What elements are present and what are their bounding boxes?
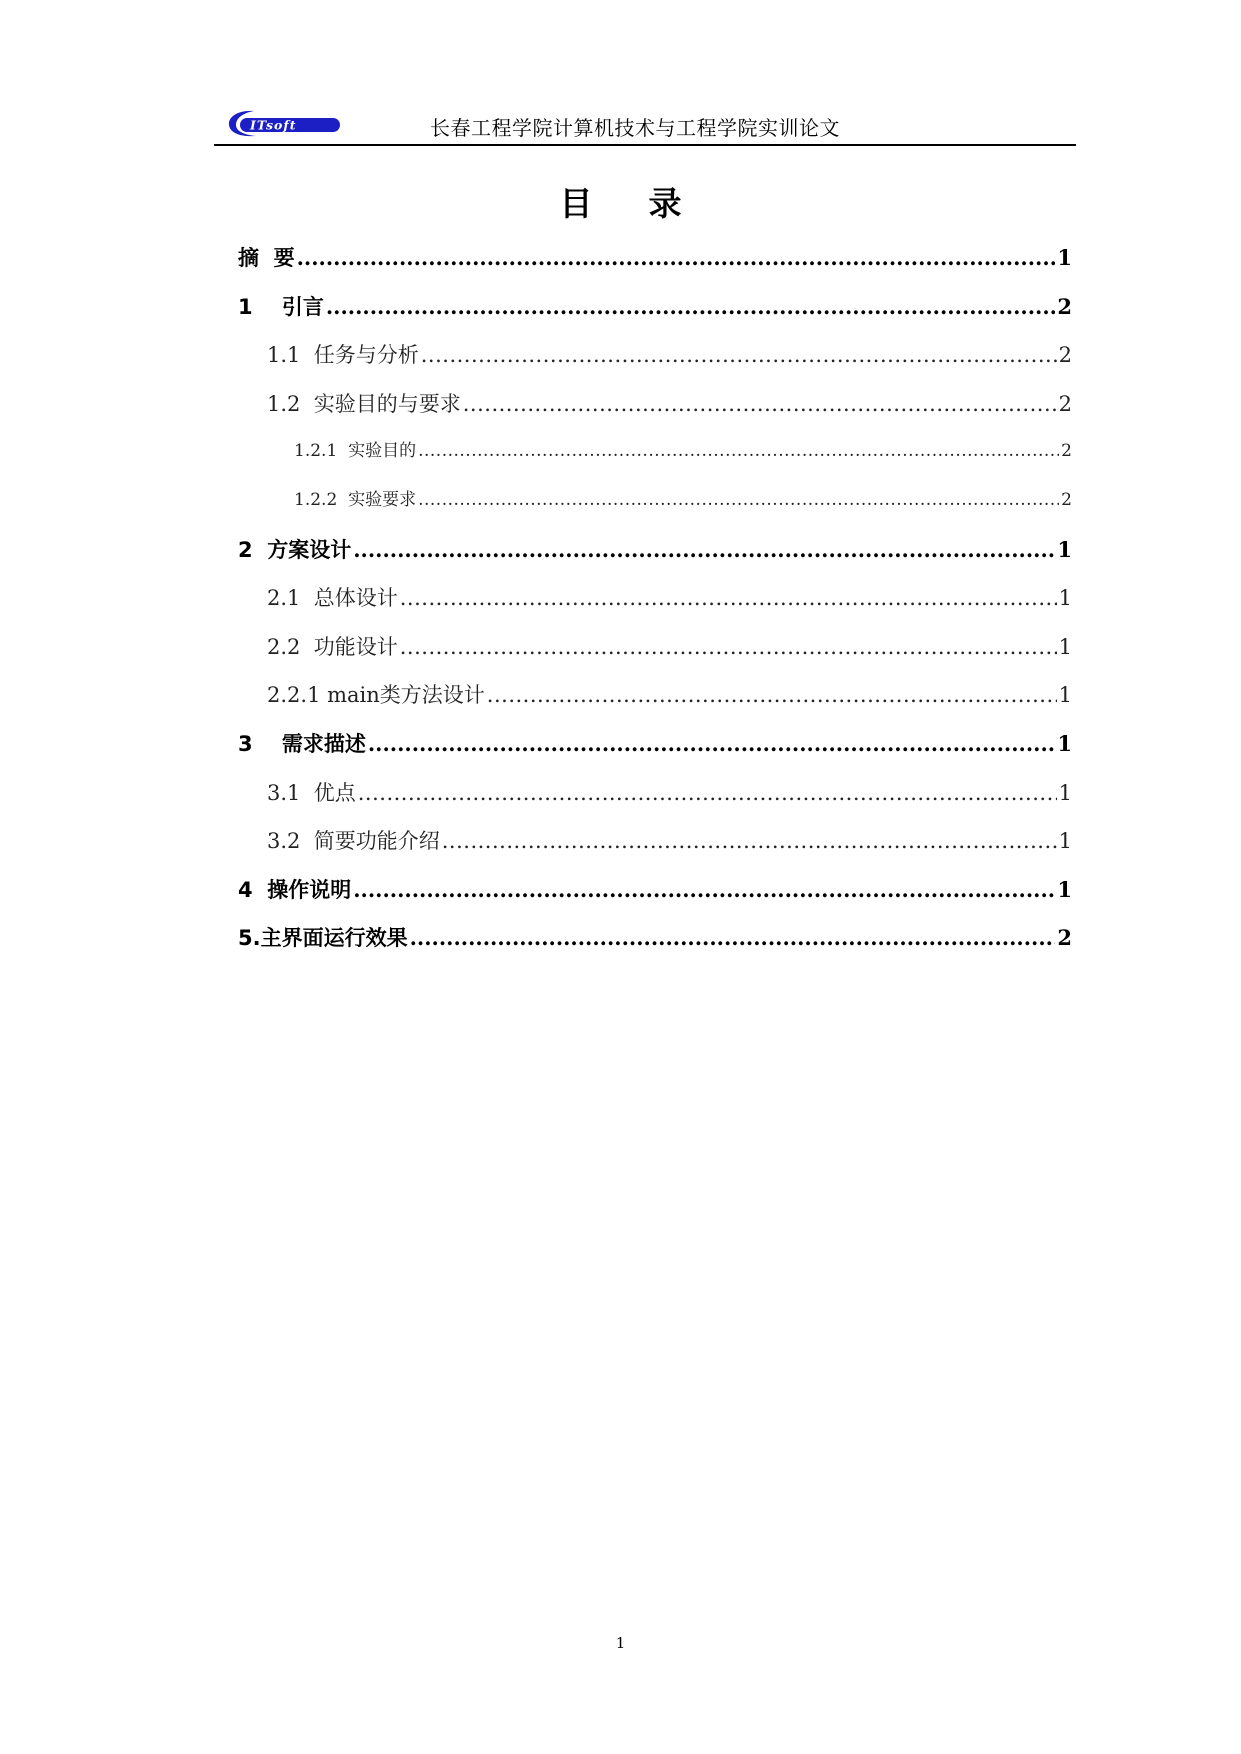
toc-entry-page: 1 <box>1058 683 1072 708</box>
toc-dot-leader <box>400 586 1057 610</box>
page-number: 1 <box>615 1634 626 1652</box>
toc-entry[interactable] <box>238 534 1072 583</box>
toc-entry[interactable] <box>238 388 1072 437</box>
toc-entry-page: 1 <box>1058 780 1072 805</box>
toc-entry[interactable] <box>238 582 1072 631</box>
logo-text: ITsoft <box>250 117 297 133</box>
toc-entry-label: 3 需求描述 <box>238 731 366 756</box>
toc-entry[interactable] <box>238 291 1072 340</box>
toc-dot-leader <box>418 490 1059 510</box>
toc-entry-page: 1 <box>1057 536 1072 562</box>
toc-entry-label: 3.1 优点 <box>267 780 356 805</box>
toc-entry[interactable] <box>238 679 1072 728</box>
toc-entry-label: 5.主界面运行效果 <box>238 926 408 951</box>
toc-entry-label: 1 引言 <box>238 294 324 319</box>
toc-entry[interactable] <box>238 874 1072 923</box>
toc-entry-page: 2 <box>1061 489 1072 510</box>
toc-entry-label: 摘 要 <box>238 246 295 270</box>
toc-entry[interactable] <box>238 339 1072 388</box>
toc-dot-leader <box>410 925 1056 950</box>
toc-entry-label: 2.2 功能设计 <box>267 634 398 659</box>
toc-entry-label: 1.2.2 实验要求 <box>294 489 417 510</box>
toc-entry[interactable] <box>238 436 1072 485</box>
toc-dot-leader <box>463 392 1057 416</box>
toc-entry-page: 1 <box>1058 634 1072 659</box>
table-of-contents <box>238 242 1072 971</box>
toc-entry[interactable] <box>238 485 1072 534</box>
toc-entry-page: 2 <box>1057 293 1072 319</box>
toc-entry-page: 1 <box>1057 730 1072 756</box>
toc-entry-label: 4 操作说明 <box>238 877 352 902</box>
toc-dot-leader <box>297 245 1056 270</box>
toc-dot-leader <box>368 731 1056 756</box>
toc-dot-leader <box>442 829 1057 853</box>
toc-entry-label: 2.1 总体设计 <box>267 586 398 611</box>
toc-entry-page: 2 <box>1058 391 1072 416</box>
toc-heading: 目录 <box>559 184 738 223</box>
toc-entry-label: 1.2.1 实验目的 <box>294 441 417 462</box>
toc-entry-label: 1.1 任务与分析 <box>267 343 419 368</box>
itsoft-logo <box>226 108 344 140</box>
toc-dot-leader <box>326 294 1056 319</box>
toc-entry-page: 2 <box>1057 925 1072 951</box>
toc-entry[interactable] <box>238 922 1072 971</box>
toc-dot-leader <box>400 635 1057 659</box>
toc-entry-page: 1 <box>1057 245 1072 270</box>
toc-entry[interactable] <box>238 242 1072 291</box>
toc-dot-leader <box>353 877 1055 902</box>
toc-dot-leader <box>487 683 1057 707</box>
toc-entry[interactable] <box>238 631 1072 680</box>
toc-entry[interactable] <box>238 825 1072 874</box>
toc-dot-leader <box>421 343 1057 367</box>
toc-entry-page: 2 <box>1058 343 1072 368</box>
toc-dot-leader <box>418 441 1059 461</box>
toc-dot-leader <box>353 537 1055 562</box>
toc-entry-label: 2.2.1 main类方法设计 <box>267 683 485 708</box>
header-title: 长春工程学院计算机技术与工程学院实训论文 <box>430 116 840 140</box>
page-header <box>214 100 1076 146</box>
toc-entry-label: 1.2 实验目的与要求 <box>267 391 461 416</box>
toc-dot-leader <box>358 781 1057 805</box>
toc-entry[interactable] <box>238 777 1072 826</box>
toc-entry-page: 1 <box>1058 586 1072 611</box>
toc-entry-page: 1 <box>1058 829 1072 854</box>
toc-entry-label: 2 方案设计 <box>238 537 352 562</box>
toc-entry-label: 3.2 简要功能介绍 <box>267 829 440 854</box>
toc-entry-page: 2 <box>1061 441 1072 462</box>
toc-entry[interactable] <box>238 728 1072 777</box>
toc-entry-page: 1 <box>1057 876 1072 902</box>
